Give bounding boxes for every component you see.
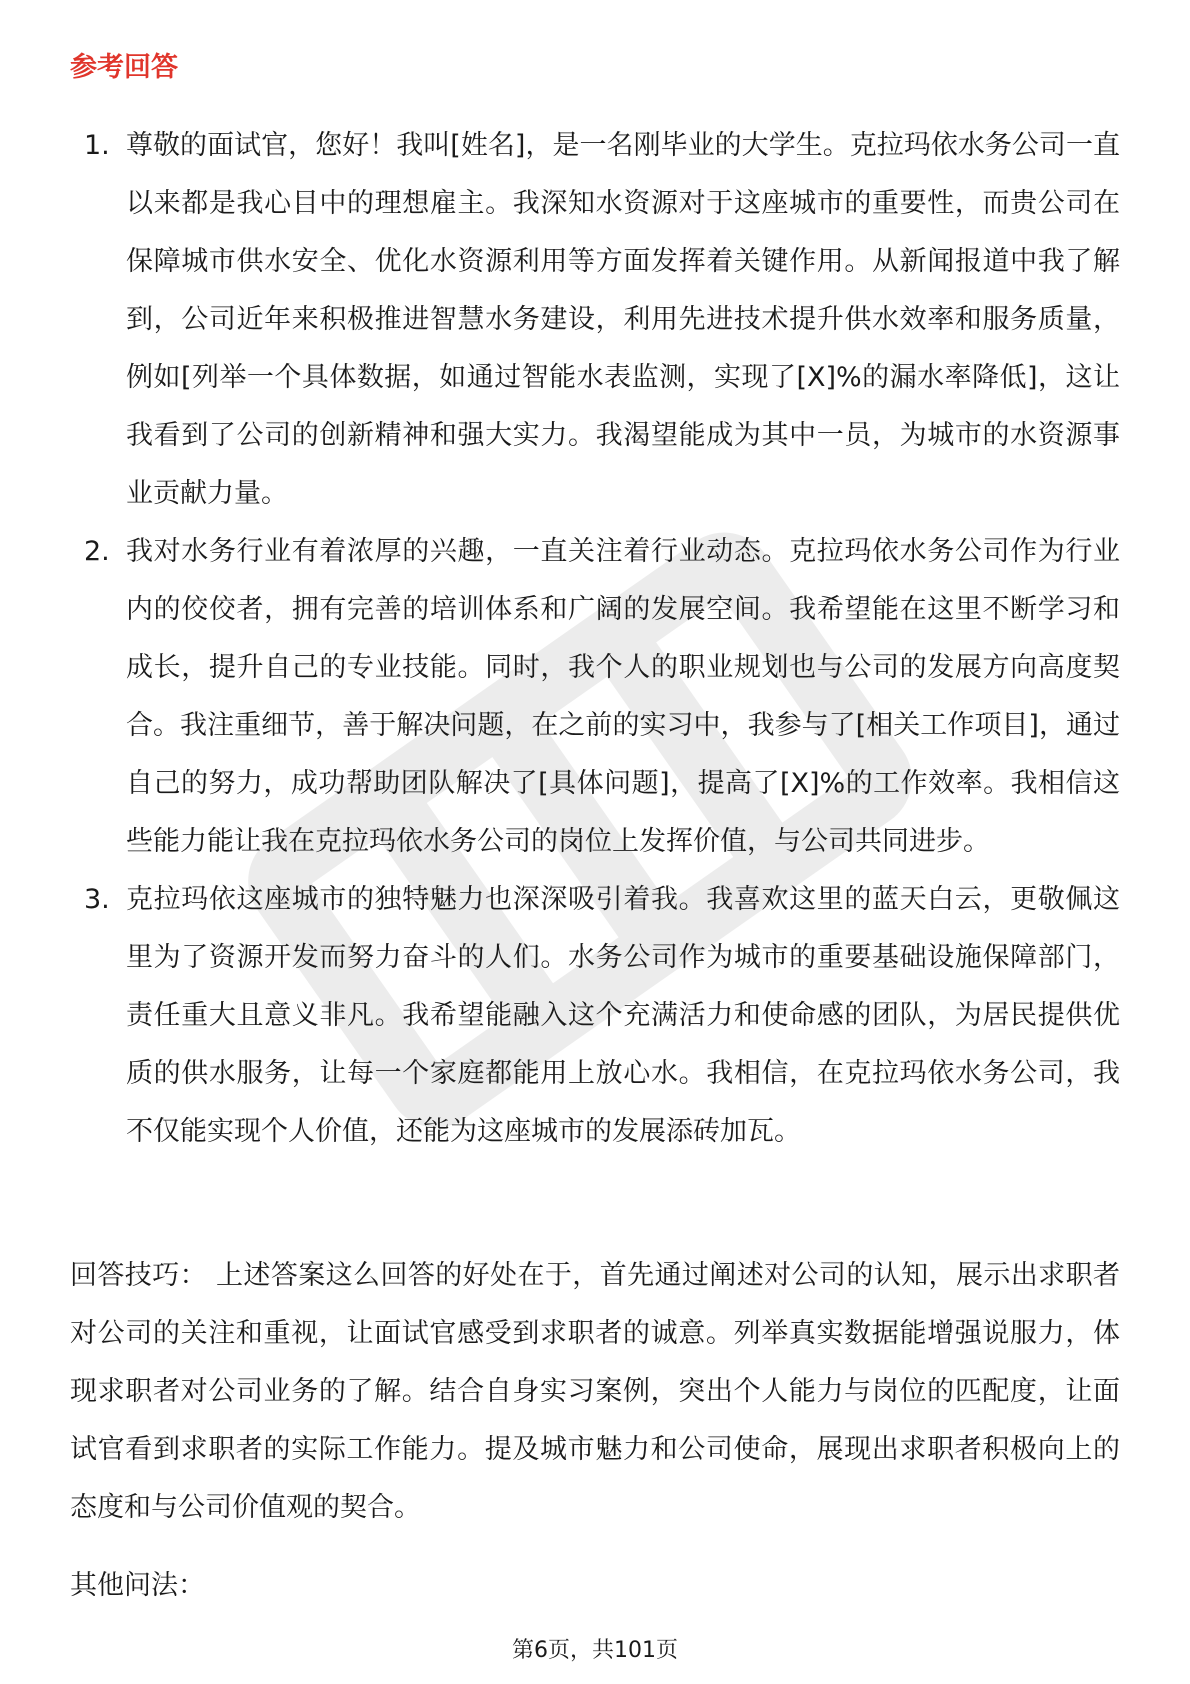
answer-text: 克拉玛依这座城市的独特魅力也深深吸引着我。我喜欢这里的蓝天白云，更敬佩这里为了资源开发而努力奋斗的人们。水务公司作为城市的重要基础设施保障部门，责任重大且意义非凡。我希望能融入这个充满活力和使命感的团队，为居民提供优质的供水服务，让每一个家庭都能用上放心水。我相信，在克拉玛依水务公司，我不仅能实现个人价值，还能为这座城市的发展添砖加瓦。 [126, 884, 1120, 1147]
answer-item [70, 523, 1120, 871]
answer-tips: 回答技巧： 上述答案这么回答的好处在于，首先通过阐述对公司的认知，展示出求职者对公司的关注和重视，让面试官感受到求职者的诚意。列举真实数据能增强说服力，体现求职者对公司业务的了解。结合自身实习案例，突出个人能力与岗位的匹配度，让面试官看到求职者的实际工作能力。提及城市魅力和公司使命，展现出求职者积极向上的态度和与公司价值观的契合。 [70, 1260, 1120, 1523]
answer-item [70, 871, 1120, 1161]
other-questions-label: 其他问法： [70, 1570, 205, 1601]
item-number: 1. [84, 130, 110, 161]
answer-text: 尊敬的面试官，您好！我叫[姓名]，是一名刚毕业的大学生。克拉玛依水务公司一直以来都是我心目中的理想雇主。我深知水资源对于这座城市的重要性，而贵公司在保障城市供水安全、优化水资源利用等方面发挥着关键作用。从新闻报道中我了解到，公司近年来积极推进智慧水务建设，利用先进技术提升供水效率和服务质量，例如[列举一个具体数据，如通过智能水表监测，实现了[X]%的漏水率降低]，这让我看到了公司的创新精神和强大实力。我渴望能成为其中一员，为城市的水资源事业贡献力量。 [126, 130, 1120, 509]
answer-text: 我对水务行业有着浓厚的兴趣，一直关注着行业动态。克拉玛依水务公司作为行业内的佼佼者，拥有完善的培训体系和广阔的发展空间。我希望能在这里不断学习和成长，提升自己的专业技能。同时，我个人的职业规划也与公司的发展方向高度契合。我注重细节，善于解决问题，在之前的实习中，我参与了[相关工作项目]，通过自己的努力，成功帮助团队解决了[具体问题]，提高了[X]%的工作效率。我相信这些能力能让我在克拉玛依水务公司的岗位上发挥价值，与公司共同进步。 [126, 536, 1120, 857]
section-title: 参考回答 [70, 52, 178, 83]
answer-item [70, 117, 1120, 523]
item-number: 3. [84, 884, 110, 915]
page-footer: 第6页，共101页 [512, 1638, 678, 1663]
item-number: 2. [84, 536, 110, 567]
answer-list [70, 117, 1120, 1161]
